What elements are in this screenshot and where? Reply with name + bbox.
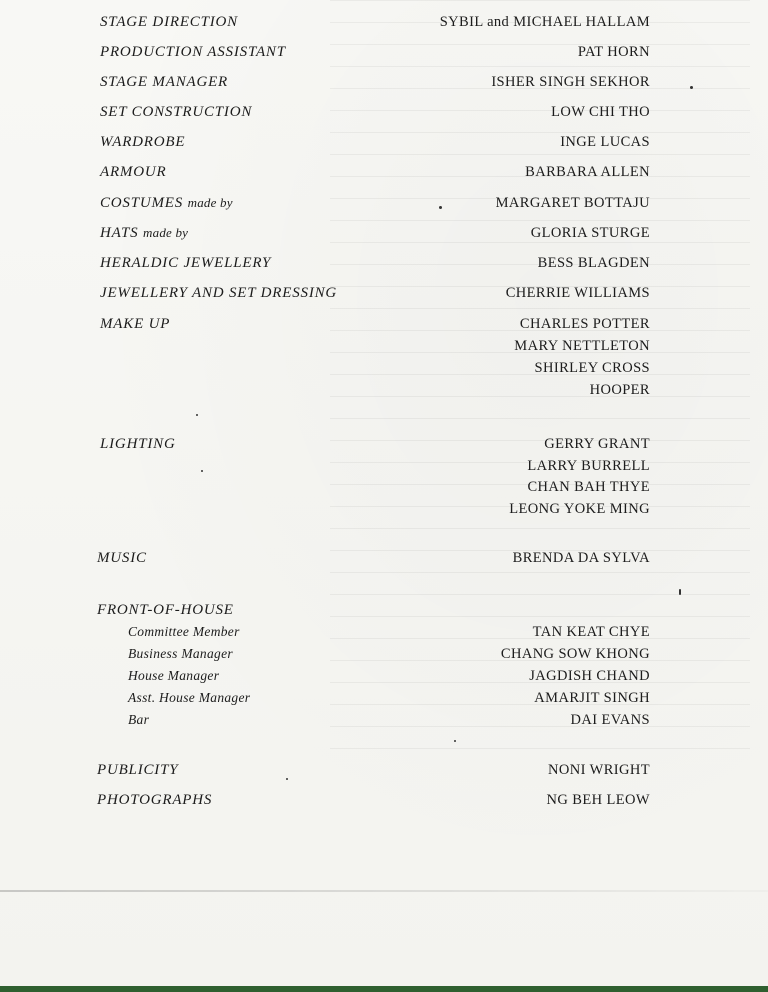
paper-speck [196,414,198,416]
credit-name: AMARJIT SINGH [534,690,650,706]
credit-role: WARDROBE [100,134,186,150]
credit-row [0,624,768,646]
credit-role: JEWELLERY AND SET DRESSING [100,285,338,301]
paper-speck [439,206,442,209]
credit-role: PHOTOGRAPHS [97,792,213,808]
credit-section-heading [0,602,768,624]
credit-row [0,550,768,572]
credit-row [0,382,768,404]
credit-role: HERALDIC JEWELLERY [100,255,272,271]
credit-role: FRONT-OF-HOUSE [97,602,234,618]
credit-row [0,646,768,668]
credit-name: SYBIL and MICHAEL HALLAM [439,14,650,30]
paper-speck [201,470,203,472]
credit-name: MARY NETTLETON [514,338,650,354]
credit-role: STAGE DIRECTION [100,14,238,30]
credit-name: HOOPER [589,382,650,398]
credit-role: ARMOUR [100,164,167,180]
paper-speck [679,589,681,595]
credit-name: GERRY GRANT [544,436,650,452]
credit-name: CHARLES POTTER [519,316,650,332]
credit-name: LEONG YOKE MING [509,501,650,517]
credit-row [0,255,768,277]
credit-name: NONI WRIGHT [548,762,650,778]
credit-role: MUSIC [97,550,147,566]
credit-row [0,74,768,96]
credit-row [0,285,768,307]
credit-row [0,501,768,523]
credit-name: CHANG SOW KHONG [500,646,650,662]
credit-name: SHIRLEY CROSS [534,360,650,376]
credit-name: NG BEH LEOW [546,792,650,808]
credit-row [0,792,768,814]
credit-row [0,458,768,480]
credit-row [0,134,768,156]
credit-row [0,225,768,247]
credit-name: MARGARET BOTTAJU [495,195,650,211]
credit-name: BRENDA DA SYLVA [512,550,650,566]
credit-name: PAT HORN [577,44,650,60]
credit-role: Bar [128,712,150,727]
credit-role [100,225,188,242]
credit-role: LIGHTING [100,436,176,452]
credit-role: PRODUCTION ASSISTANT [100,44,286,60]
credit-row [0,104,768,126]
credit-name: LOW CHI THO [551,104,650,120]
credit-row [0,436,768,458]
credit-role-main: HATS [100,225,139,241]
credit-name: BESS BLAGDEN [537,255,650,271]
credit-row [0,44,768,66]
paper-speck [286,778,288,780]
scan-edge [0,986,768,992]
credit-role-main: COSTUMES [100,195,184,211]
credit-row [0,14,768,36]
credit-row [0,479,768,501]
credit-role: House Manager [128,668,220,683]
credit-row [0,360,768,382]
credit-role: PUBLICITY [97,762,179,778]
credit-row [0,762,768,784]
credit-row [0,712,768,734]
scan-shadow [0,890,768,892]
credit-name: CHAN BAH THYE [527,479,650,495]
credit-name: INGE LUCAS [560,134,650,150]
credit-row [0,668,768,690]
credit-row [0,690,768,712]
credit-row [0,338,768,360]
paper-speck [454,740,456,742]
credit-name: JAGDISH CHAND [529,668,650,684]
credit-name: DAI EVANS [570,712,650,728]
credit-name: GLORIA STURGE [530,225,650,241]
credit-role: SET CONSTRUCTION [100,104,253,120]
credit-name: ISHER SINGH SEKHOR [491,74,650,90]
credit-role [100,195,233,212]
credit-role-suffix: made by [187,195,233,210]
credit-name: TAN KEAT CHYE [532,624,650,640]
credit-row [0,316,768,338]
credit-name: CHERRIE WILLIAMS [505,285,650,301]
credit-name: BARBARA ALLEN [525,164,650,180]
credit-role-suffix: made by [143,225,189,240]
credit-role: MAKE UP [100,316,171,332]
credit-role: Business Manager [128,646,233,661]
credit-name: LARRY BURRELL [527,458,650,474]
paper-speck [690,86,693,89]
credit-role: Committee Member [128,624,240,639]
credit-role: Asst. House Manager [128,690,251,705]
credit-row [0,195,768,217]
credit-row [0,164,768,186]
credit-role: STAGE MANAGER [100,74,229,90]
